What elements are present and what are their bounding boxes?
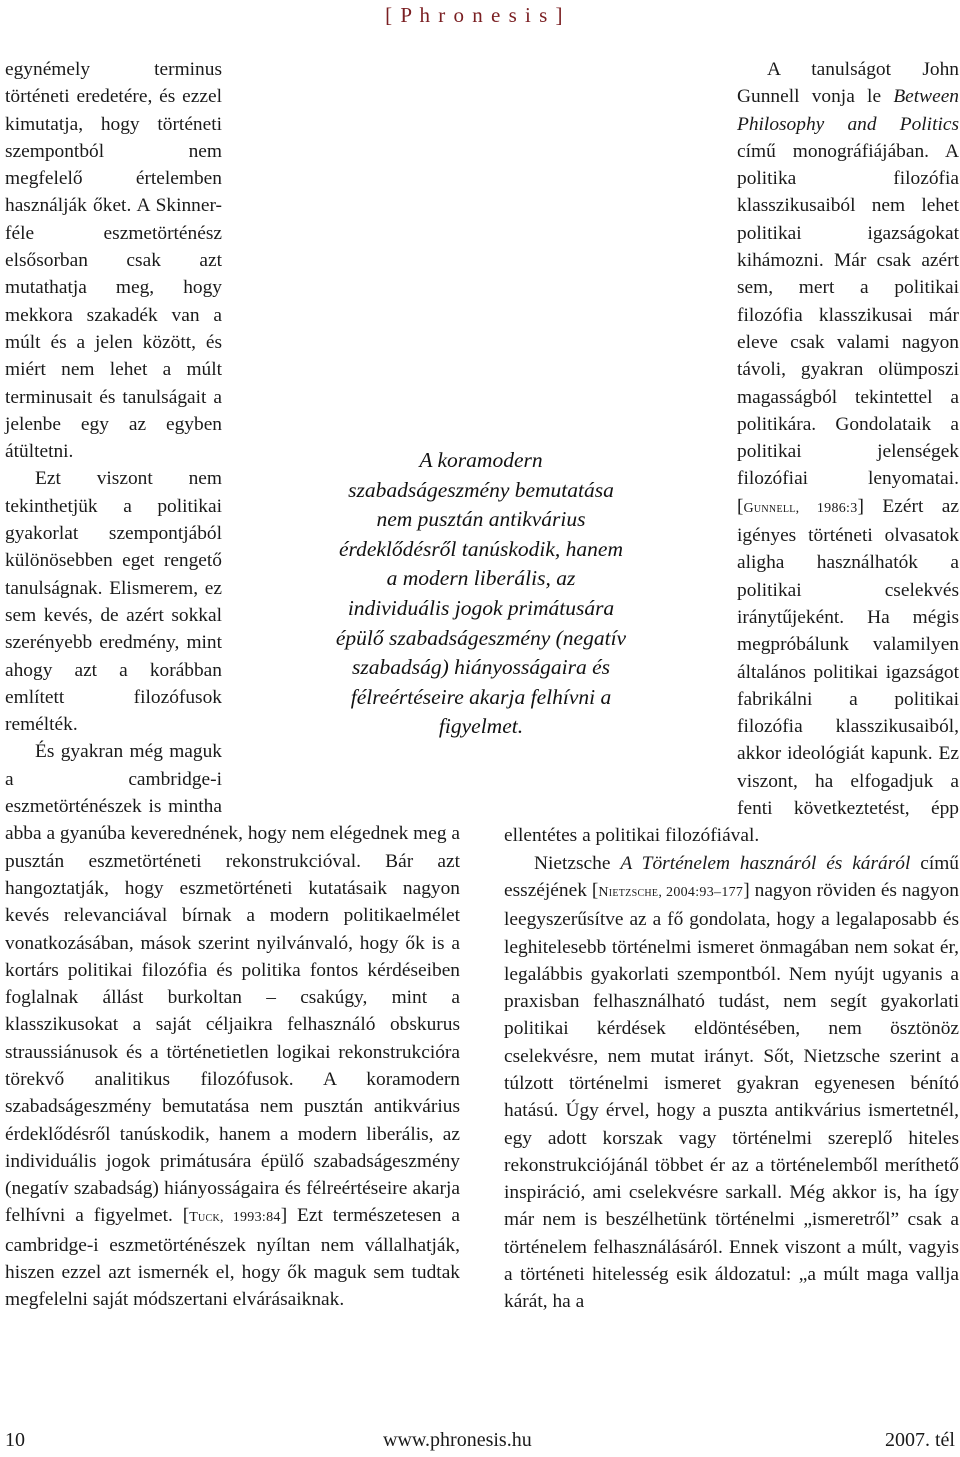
- journal-header: [ P h r o n e s i s ]: [385, 3, 564, 27]
- text-run: Nietzsche: [534, 852, 621, 874]
- text-run: ] Ezt természetesen a cambridge-i eszmetörténészek nyíltan nem vállalhatják, hiszen ezzel azt ismernék el, hogy ők maguk sem tudtak megfelelni saját módszertani elvárásaiknak.: [5, 1205, 460, 1311]
- pull-quote-line: érdeklődésről tanúskodik, hanem: [338, 536, 623, 561]
- website-link[interactable]: www.phronesis.hu: [383, 1429, 532, 1451]
- paragraph: Ezt viszont nem tekinthetjük a politikai gyakorlat szempontjából különösebben eget rengető tanulságnak. Elismerem, ez sem kevés, de azért sokkal szerényebb eredmény, mint ahogy azt a korábban említett filozófusok remélték.: [5, 468, 222, 736]
- pull-quote-line: félreértéseire akarja felhívni a: [350, 684, 612, 709]
- pull-quote-line: szabadságeszmény bemutatása: [348, 477, 614, 502]
- paragraph: egynémely terminus történeti eredetére, és ezzel kimutatja, hogy történeti szempontból nem megfelelő értelemben használják őket. A Skinner-féle eszmetörténész elsősorban csak azt mutathatja meg, hogy mekkora szakadék van a múlt és a jelen között, és miért nem lehet a múlt terminusait és tanulságait a jelenbe egy az egyben átültetni.: [5, 59, 222, 463]
- citation: Gunnell, 1986:3: [743, 500, 858, 516]
- text-run: És gyakran még maguk a cambridge-i eszmetörténészek is mintha abba a gyanúba keverednének, hogy nem elégednek meg a pusztán eszmetörténeti rekonstrukcióval. Bár azt hangoztatják, hogy eszmetörténeti kutatásaik nagyon kevés relevanciával bírnak a modern politikaelmélet vonatkozásában, mások szerint nyilvánvaló, hogy ők is a kortárs politikai filozófia és politika fontos kérdéseiben foglalnak állást burkoltan – csakúgy, mint a klasszikusokat a saját céljaikra felhasználó obskurus straussiánusok és a történetietlen logikai rekonstrukcióra törekvő analitikus filozófusok. A koramodern szabadságeszmény bemutatása nem pusztán antikvárius érdeklődésről tanúskodik, hanem a modern liberális, az individuális jogok primátusára épülő szabadságeszmény (negatív szabadság) hiányosságaira és félreértéseire akarja felhívni a figyelmet. [: [5, 741, 460, 1227]
- pull-quote-line: épülő szabadságeszmény (negatív: [335, 625, 627, 650]
- text-run: című esszéjének [: [504, 852, 960, 901]
- paragraph: [504, 850, 959, 1316]
- book-title: A Történelem hasznáról és káráról: [620, 852, 911, 874]
- book-title: Between Philosophy and Politics: [737, 86, 959, 135]
- page-number: 10: [5, 1429, 25, 1451]
- pull-quote-line: a modern liberális, az: [386, 566, 576, 591]
- pull-quote-line: figyelmet.: [438, 714, 524, 739]
- text-run: A tanulságot John Gunnell vonja le: [737, 59, 959, 108]
- pull-quote-line: szabadság) hiányosságaira és: [351, 655, 610, 680]
- pull-quote-line: individuális jogok primátusára: [347, 595, 615, 620]
- text-run: ] Ezért az igényes történeti olvasatok aligha használhatók a politikai cselekvés iránytűjeként. Ha mégis megpróbálunk valamilyen általános politikai igazságot fabrikálni a politikai filozófia klasszikusaiból, akkor ideológiát kapunk. Ez viszont, ha elfogadjuk a fenti következtetést, épp ellentétes a politikai filozófiával.: [504, 495, 959, 847]
- citation: Tuck, 1993:84: [189, 1210, 281, 1226]
- paragraph: [5, 738, 460, 1313]
- pull-quote-line: A koramodern: [419, 448, 543, 472]
- pull-quote: [293, 446, 669, 742]
- citation: Nietzsche, 2004:93–177: [598, 884, 744, 900]
- pull-quote-line: nem pusztán antikvárius: [376, 507, 586, 532]
- text-run: című monográfiájában. A politika filozófia klasszikusaiból nem lehet politikai igazságokat kihámozni. Már csak azért sem, mert a politikai filozófia klasszikusai már eleve csak valami nagyon távoli, gyakran olümposzi magasságból tekintettel a politikára. Gondolataik a politikai jelenségek filozófiai lenyomatai. [: [737, 140, 959, 517]
- text-run: ] nagyon röviden és nagyon leegyszerűsítve az a fő gondolata, hogy a legalaposabb és leghitelesebb történelmi ismeret önmagában nem sokat ér, legalábbis gyakorlati szempontból. Nem nyújt ugyanis a praxisban felhasználható tudást, nem segít gyakorlati politikai kérdések eldöntésében, nem ösztönöz cselekvésre, nem mutat irányt. Sőt, Nietzsche szerint a túlzott történelmi ismeret gyakran egyenesen bénító hatású. Úgy érvel, hogy a puszta antikvárius ismertetnél, egy adott korszak vagy történelmi szereplő hiteles rekonstrukciójánál többet ér az a történelemből meríthető inspiráció, ami cselekvésre sarkall. Még akkor is, ha így már nem is beszélhetünk történelmi „ismeretről” csak a történelem felhasználásáról. Ennek viszont a múlt, vagyis a történeti hitelesség esik áldozatul: „a múlt maga vallja kárát, ha a: [504, 879, 959, 1313]
- issue-label: 2007. tél: [885, 1429, 955, 1451]
